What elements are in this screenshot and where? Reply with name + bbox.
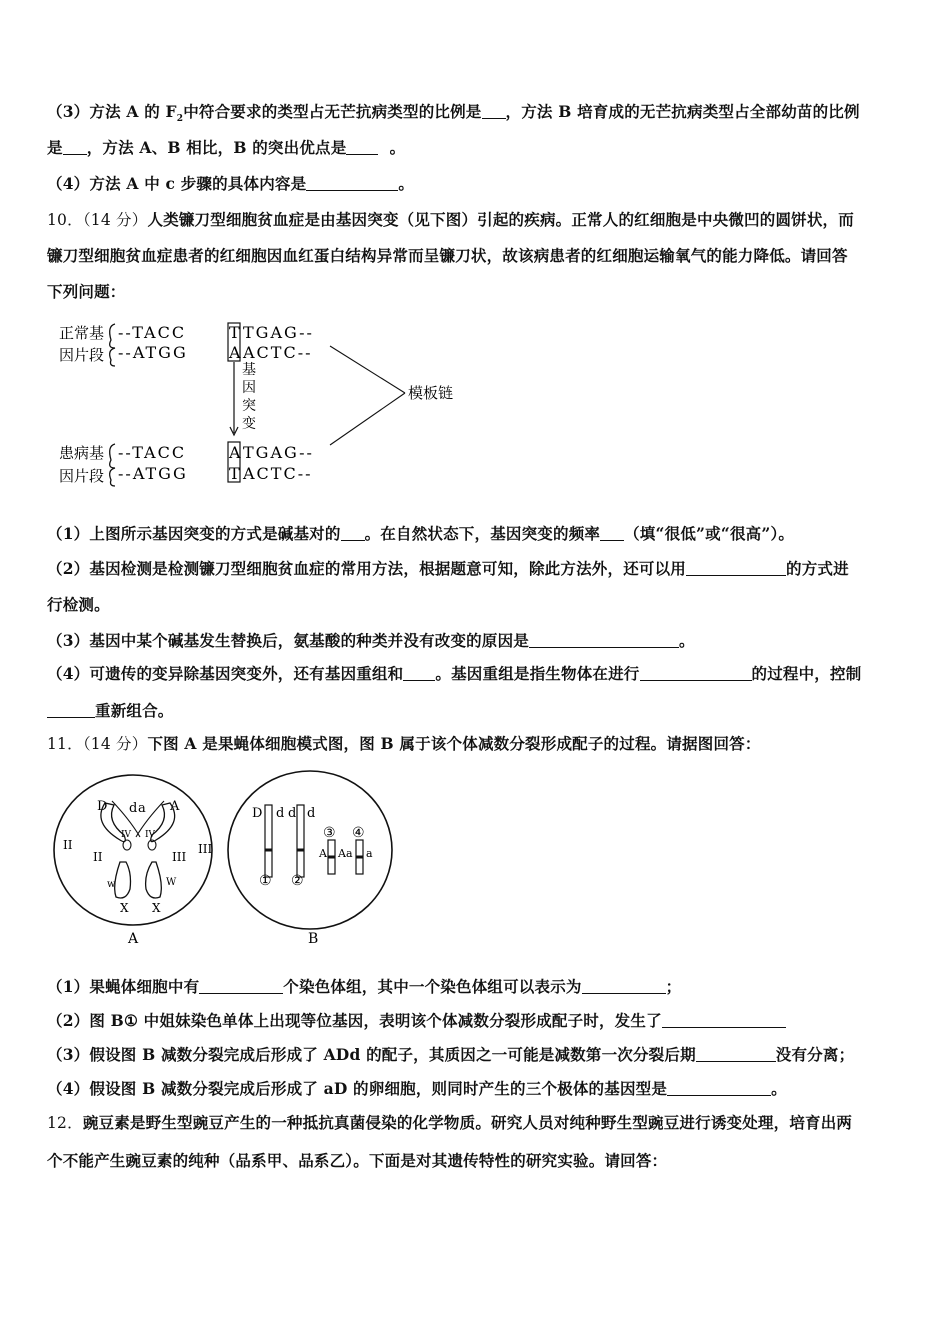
q10-stem-line3: 下列问题： — [47, 282, 126, 301]
q11-part1: （1）果蝇体细胞中有 个染色体组，其中一个染色体组可以表示为 ； — [47, 977, 682, 996]
q11-part4: （4）假设图 B 减数分裂完成后形成了 aD 的卵细胞，则同时产生的三个极体的基因型是 。 — [47, 1079, 787, 1098]
answer-blank[interactable] — [667, 1080, 771, 1096]
patient-gene-label-2: 因片段 — [59, 467, 105, 485]
label-d: d — [129, 801, 138, 816]
chromatid-2a — [297, 805, 304, 877]
template-strand-label: 模板链 — [408, 384, 454, 402]
q10-part1: （1）上图所示基因突变的方式是碱基对的 。在自然状态下，基因突变的频率 （填“很低”或“很高”）。 — [47, 524, 795, 543]
q12-stem-line1: 12．豌豆素是野生型豌豆产生的一种抵抗真菌侵染的化学物质。研究人员对纯种野生型豌豆进行诱变处理，培育出两 — [47, 1113, 853, 1132]
normal-top-left: --TACC — [118, 323, 187, 342]
patient-gene-label-1: 患病基 — [59, 444, 105, 462]
q9-part3-line1: （3）方法 A 的 $F_2$中符合要求的类型占无芒抗病类型的比例是 ，方法 B 培育成的无芒抗病类型占全部幼苗的比例 — [47, 102, 860, 125]
q9-part4: （4）方法 A 中 c 步骤的具体内容是 。 — [47, 174, 415, 193]
label-b-A1: A — [319, 847, 327, 860]
normal-gene-label-1: 正常基 — [59, 324, 105, 342]
label-circled-3: ③ — [323, 825, 336, 841]
template-pointer-top — [330, 346, 405, 393]
label-IV-right: IV — [145, 830, 156, 840]
patient-brace — [110, 444, 115, 486]
label-IV-left: IV — [121, 830, 132, 840]
label-b-d3: d — [307, 806, 316, 821]
label-X-left: X — [120, 901, 129, 915]
q12-stem-line2: 个不能产生豌豆素的纯种（品系甲、品系乙）。下面是对其遗传特性的研究实验。请回答： — [47, 1151, 668, 1170]
gene-mutation-diagram — [55, 318, 485, 493]
q10-stem-line2: 镰刀型细胞贫血症患者的红细胞因血红蛋白结构异常而呈镰刀状，故该病患者的红细胞运输氧气的能力降低。请回答 — [47, 246, 848, 265]
label-w: w — [107, 879, 116, 890]
normal-brace — [110, 324, 115, 366]
caption-b: B — [308, 931, 319, 947]
q9-part3-line2: 是 ，方法 A、B 相比，B 的突出优点是 。 — [47, 138, 406, 157]
normal-bottom-right: ACTC-- — [243, 343, 313, 362]
patient-bottom-base: T — [229, 464, 240, 483]
patient-top-base: A — [229, 443, 241, 462]
q10-part4-line1: （4）可遗传的变异除基因突变外，还有基因重组和 。基因重组是指生物体在进行 的过程中，控制 — [47, 664, 862, 683]
answer-blank[interactable] — [199, 978, 283, 994]
mutation-label-4: 变 — [242, 416, 256, 432]
normal-gene-label-2: 因片段 — [59, 346, 105, 364]
q10-part2-line1: （2）基因检测是检测镰刀型细胞贫血症的常用方法，根据题意可知，除此方法外，还可以用 的方式进 — [47, 559, 849, 578]
answer-blank[interactable] — [529, 632, 679, 648]
fruitfly-chromosome-diagram — [50, 765, 400, 950]
label-II-inner: II — [93, 850, 103, 864]
answer-blank[interactable] — [306, 175, 398, 191]
normal-bottom-left: --ATGG — [118, 343, 188, 362]
label-X-right: X — [152, 901, 161, 915]
q10-part2-line2: 行检测。 — [47, 595, 110, 614]
normal-top-right: TGAG-- — [243, 323, 314, 342]
chromosome-iv-left — [123, 840, 131, 850]
answer-blank[interactable] — [686, 560, 786, 576]
answer-blank[interactable] — [47, 702, 95, 718]
answer-blank[interactable] — [482, 103, 506, 119]
answer-blank[interactable] — [63, 139, 87, 155]
label-b-d2: d — [288, 806, 297, 821]
patient-bottom-left: --ATGG — [118, 464, 188, 483]
label-III-inner: III — [172, 850, 187, 864]
chromatid-1a — [265, 805, 272, 877]
chromosome-x-left — [115, 862, 131, 898]
normal-top-base: T — [229, 323, 240, 342]
q11-part3: （3）假设图 B 减数分裂完成后形成了 ADd 的配子，其质因之一可能是减数第一次分裂后期 没有分离； — [47, 1045, 855, 1064]
label-W: W — [166, 877, 177, 888]
answer-blank[interactable] — [403, 665, 435, 681]
patient-bottom-right: ACTC-- — [243, 464, 313, 483]
label-A: A — [170, 799, 180, 814]
answer-blank[interactable] — [346, 139, 378, 155]
label-b-D: D — [252, 806, 263, 821]
label-b-a1: a — [346, 847, 353, 860]
label-D: D — [97, 799, 108, 814]
cell-a-outline — [54, 775, 212, 925]
answer-blank[interactable] — [640, 665, 752, 681]
normal-bottom-base: A — [229, 343, 241, 362]
patient-top-left: --TACC — [118, 443, 187, 462]
label-III-outer: III — [198, 842, 213, 856]
label-b-a2: a — [366, 847, 373, 860]
label-II-outer: II — [63, 838, 73, 852]
answer-blank[interactable] — [696, 1046, 776, 1062]
mutation-label-1: 基 — [242, 362, 256, 378]
template-pointer-bottom — [330, 393, 405, 445]
label-circled-2: ② — [291, 873, 304, 889]
answer-blank[interactable] — [600, 525, 624, 541]
q11-part2: （2）图 B① 中姐妹染色单体上出现等位基因，表明该个体减数分裂形成配子时，发生了 — [47, 1010, 786, 1032]
q11-stem: 11．（14 分）下图 A 是果蝇体细胞模式图，图 B 属于该个体减数分裂形成配子的过程。请据图回答： — [47, 734, 761, 753]
label-a: a — [138, 801, 146, 816]
answer-blank[interactable] — [662, 1012, 786, 1028]
patient-top-right: TGAG-- — [243, 443, 314, 462]
answer-blank[interactable] — [582, 978, 666, 994]
mutation-label-2: 因 — [242, 380, 256, 396]
caption-a: A — [128, 931, 139, 947]
chromosome-x-right — [146, 862, 162, 898]
q10-stem-line1: 10．（14 分）人类镰刀型细胞贫血症是由基因突变（见下图）引起的疾病。正常人的红细胞是中央微凹的圆饼状，而 — [47, 210, 854, 229]
q10-part4-line2: 重新组合。 — [47, 700, 174, 722]
label-circled-1: ① — [259, 873, 272, 889]
q10-part3: （3）基因中某个碱基发生替换后，氨基酸的种类并没有改变的原因是 。 — [47, 631, 695, 650]
label-circled-4: ④ — [352, 825, 365, 841]
answer-blank[interactable] — [341, 525, 365, 541]
mutation-label-3: 突 — [242, 398, 256, 414]
label-b-A2: A — [338, 847, 346, 860]
label-b-d1: d — [276, 806, 285, 821]
